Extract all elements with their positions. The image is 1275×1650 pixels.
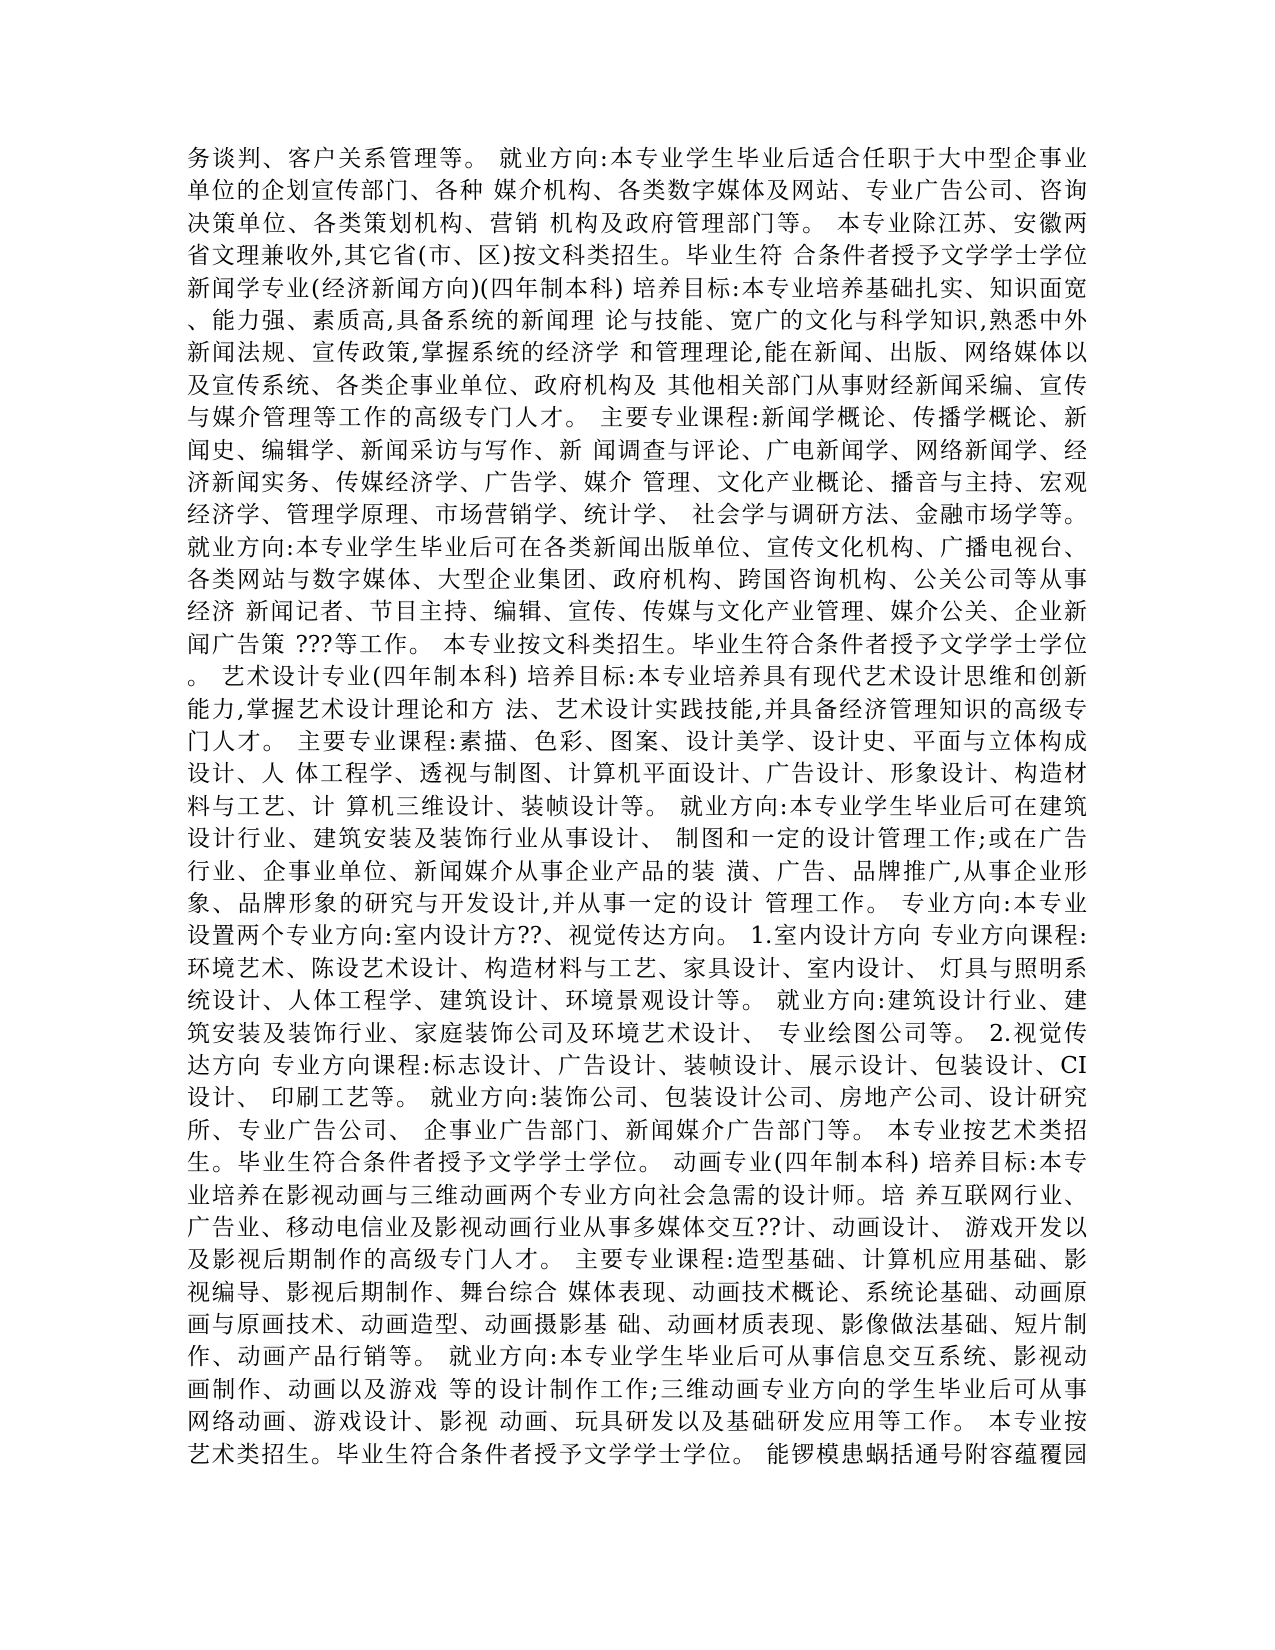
text-line: 画与原画技术、动画造型、动画摄影基 础、动画材质表现、影像做法基础、短片制 [187, 1312, 1087, 1339]
text-line: 设置两个专业方向:室内设计方??、视觉传达方向。 1.室内设计方向 专业方向课程: [187, 923, 1087, 950]
text-line: 广告业、移动电信业及影视动画行业从事多媒体交互??计、动画设计、 游戏开发以 [187, 1214, 1087, 1241]
text-line: 省文理兼收外,其它省(市、区)按文科类招生。毕业生符 合条件者授予文学学士学位 [187, 243, 1087, 270]
text-line: 务谈判、客户关系管理等。 就业方向:本专业学生毕业后适合任职于大中型企事业 [187, 146, 1087, 172]
text-line: 。 艺术设计专业(四年制本科) 培养目标:本专业培养具有现代艺术设计思维和创新 [187, 664, 1087, 691]
text-line: 网络动画、游戏设计、影视 动画、玩具研发以及基础研发应用等工作。 本专业按 [187, 1409, 1087, 1436]
text-line: 与媒介管理等工作的高级专门人才。 主要专业课程:新闻学概论、传播学概论、新 [187, 405, 1087, 432]
text-line: 画制作、动画以及游戏 等的设计制作工作;三维动画专业方向的学生毕业后可从事 [187, 1376, 1087, 1403]
text-line: 料与工艺、计 算机三维设计、装帧设计等。 就业方向:本专业学生毕业后可在建筑 [187, 793, 1087, 820]
text-line: 艺术类招生。毕业生符合条件者授予文学学士学位。 能锣模患蜗括通号附容蕴覆园 [187, 1441, 1087, 1468]
text-line: 闻史、编辑学、新闻采访与写作、新 闻调查与评论、广电新闻学、网络新闻学、经 [187, 437, 1087, 464]
text-line: 就业方向:本专业学生毕业后可在各类新闻出版单位、宣传文化机构、广播电视台、 [187, 534, 1087, 561]
text-line: 设计、 印刷工艺等。 就业方向:装饰公司、包装设计公司、房地产公司、设计研究 [187, 1085, 1087, 1112]
text-line: 单位的企划宣传部门、各种 媒介机构、各类数字媒体及网站、专业广告公司、咨询 [187, 178, 1087, 205]
text-line: 经济 新闻记者、节目主持、编辑、宣传、传媒与文化产业管理、媒介公关、企业新 [187, 599, 1087, 626]
text-line: 统设计、人体工程学、建筑设计、环境景观设计等。 就业方向:建筑设计行业、建 [187, 988, 1087, 1015]
text-line: 视编导、影视后期制作、舞台综合 媒体表现、动画技术概论、系统论基础、动画原 [187, 1279, 1087, 1306]
body-text [187, 143, 1087, 1471]
text-line: 门人才。 主要专业课程:素描、色彩、图案、设计美学、设计史、平面与立体构成 [187, 729, 1087, 756]
text-line: 及影视后期制作的高级专门人才。 主要专业课程:造型基础、计算机应用基础、影 [187, 1247, 1087, 1274]
text-line: 环境艺术、陈设艺术设计、构造材料与工艺、家具设计、室内设计、 灯具与照明系 [187, 955, 1087, 982]
text-line: 行业、企事业单位、新闻媒介从事企业产品的装 潢、广告、品牌推广,从事企业形 [187, 858, 1087, 885]
text-line: 设计、人 体工程学、透视与制图、计算机平面设计、广告设计、形象设计、构造材 [187, 761, 1087, 788]
text-line: 作、动画产品行销等。 就业方向:本专业学生毕业后可从事信息交互系统、影视动 [187, 1344, 1087, 1371]
text-line: 决策单位、各类策划机构、营销 机构及政府管理部门等。 本专业除江苏、安徽两 [187, 210, 1087, 237]
text-line: 新闻法规、宣传政策,掌握系统的经济学 和管理理论,能在新闻、出版、网络媒体以 [187, 340, 1087, 367]
text-line: 设计行业、建筑安装及装饰行业从事设计、 制图和一定的设计管理工作;或在广告 [187, 826, 1087, 853]
text-line: 业培养在影视动画与三维动画两个专业方向社会急需的设计师。培 养互联网行业、 [187, 1182, 1087, 1209]
text-line: 筑安装及装饰行业、家庭装饰公司及环境艺术设计、 专业绘图公司等。 2.视觉传 [187, 1020, 1087, 1047]
text-line: 生。毕业生符合条件者授予文学学士学位。 动画专业(四年制本科) 培养目标:本专 [187, 1150, 1087, 1177]
text-line: 及宣传系统、各类企事业单位、政府机构及 其他相关部门从事财经新闻采编、宣传 [187, 372, 1087, 399]
text-line: 新闻学专业(经济新闻方向)(四年制本科) 培养目标:本专业培养基础扎实、知识面宽 [187, 275, 1087, 302]
text-line: 、能力强、素质高,具备系统的新闻理 论与技能、宽广的文化与科学知识,熟悉中外 [187, 307, 1087, 334]
text-line: 所、专业广告公司、 企事业广告部门、新闻媒介广告部门等。 本专业按艺术类招 [187, 1117, 1087, 1144]
text-line: 闻广告策 ???等工作。 本专业按文科类招生。毕业生符合条件者授予文学学士学位 [187, 631, 1087, 658]
text-line: 能力,掌握艺术设计理论和方 法、艺术设计实践技能,并具备经济管理知识的高级专 [187, 696, 1087, 723]
text-line: 经济学、管理学原理、市场营销学、统计学、 社会学与调研方法、金融市场学等。 [187, 502, 1087, 529]
text-line: 各类网站与数字媒体、大型企业集团、政府机构、跨国咨询机构、公关公司等从事 [187, 567, 1087, 594]
text-line: 象、品牌形象的研究与开发设计,并从事一定的设计 管理工作。 专业方向:本专业 [187, 890, 1087, 917]
text-line: 济新闻实务、传媒经济学、广告学、媒介 管理、文化产业概论、播音与主持、宏观 [187, 469, 1087, 496]
text-line: 达方向 专业方向课程:标志设计、广告设计、装帧设计、展示设计、包装设计、CI [187, 1052, 1087, 1079]
